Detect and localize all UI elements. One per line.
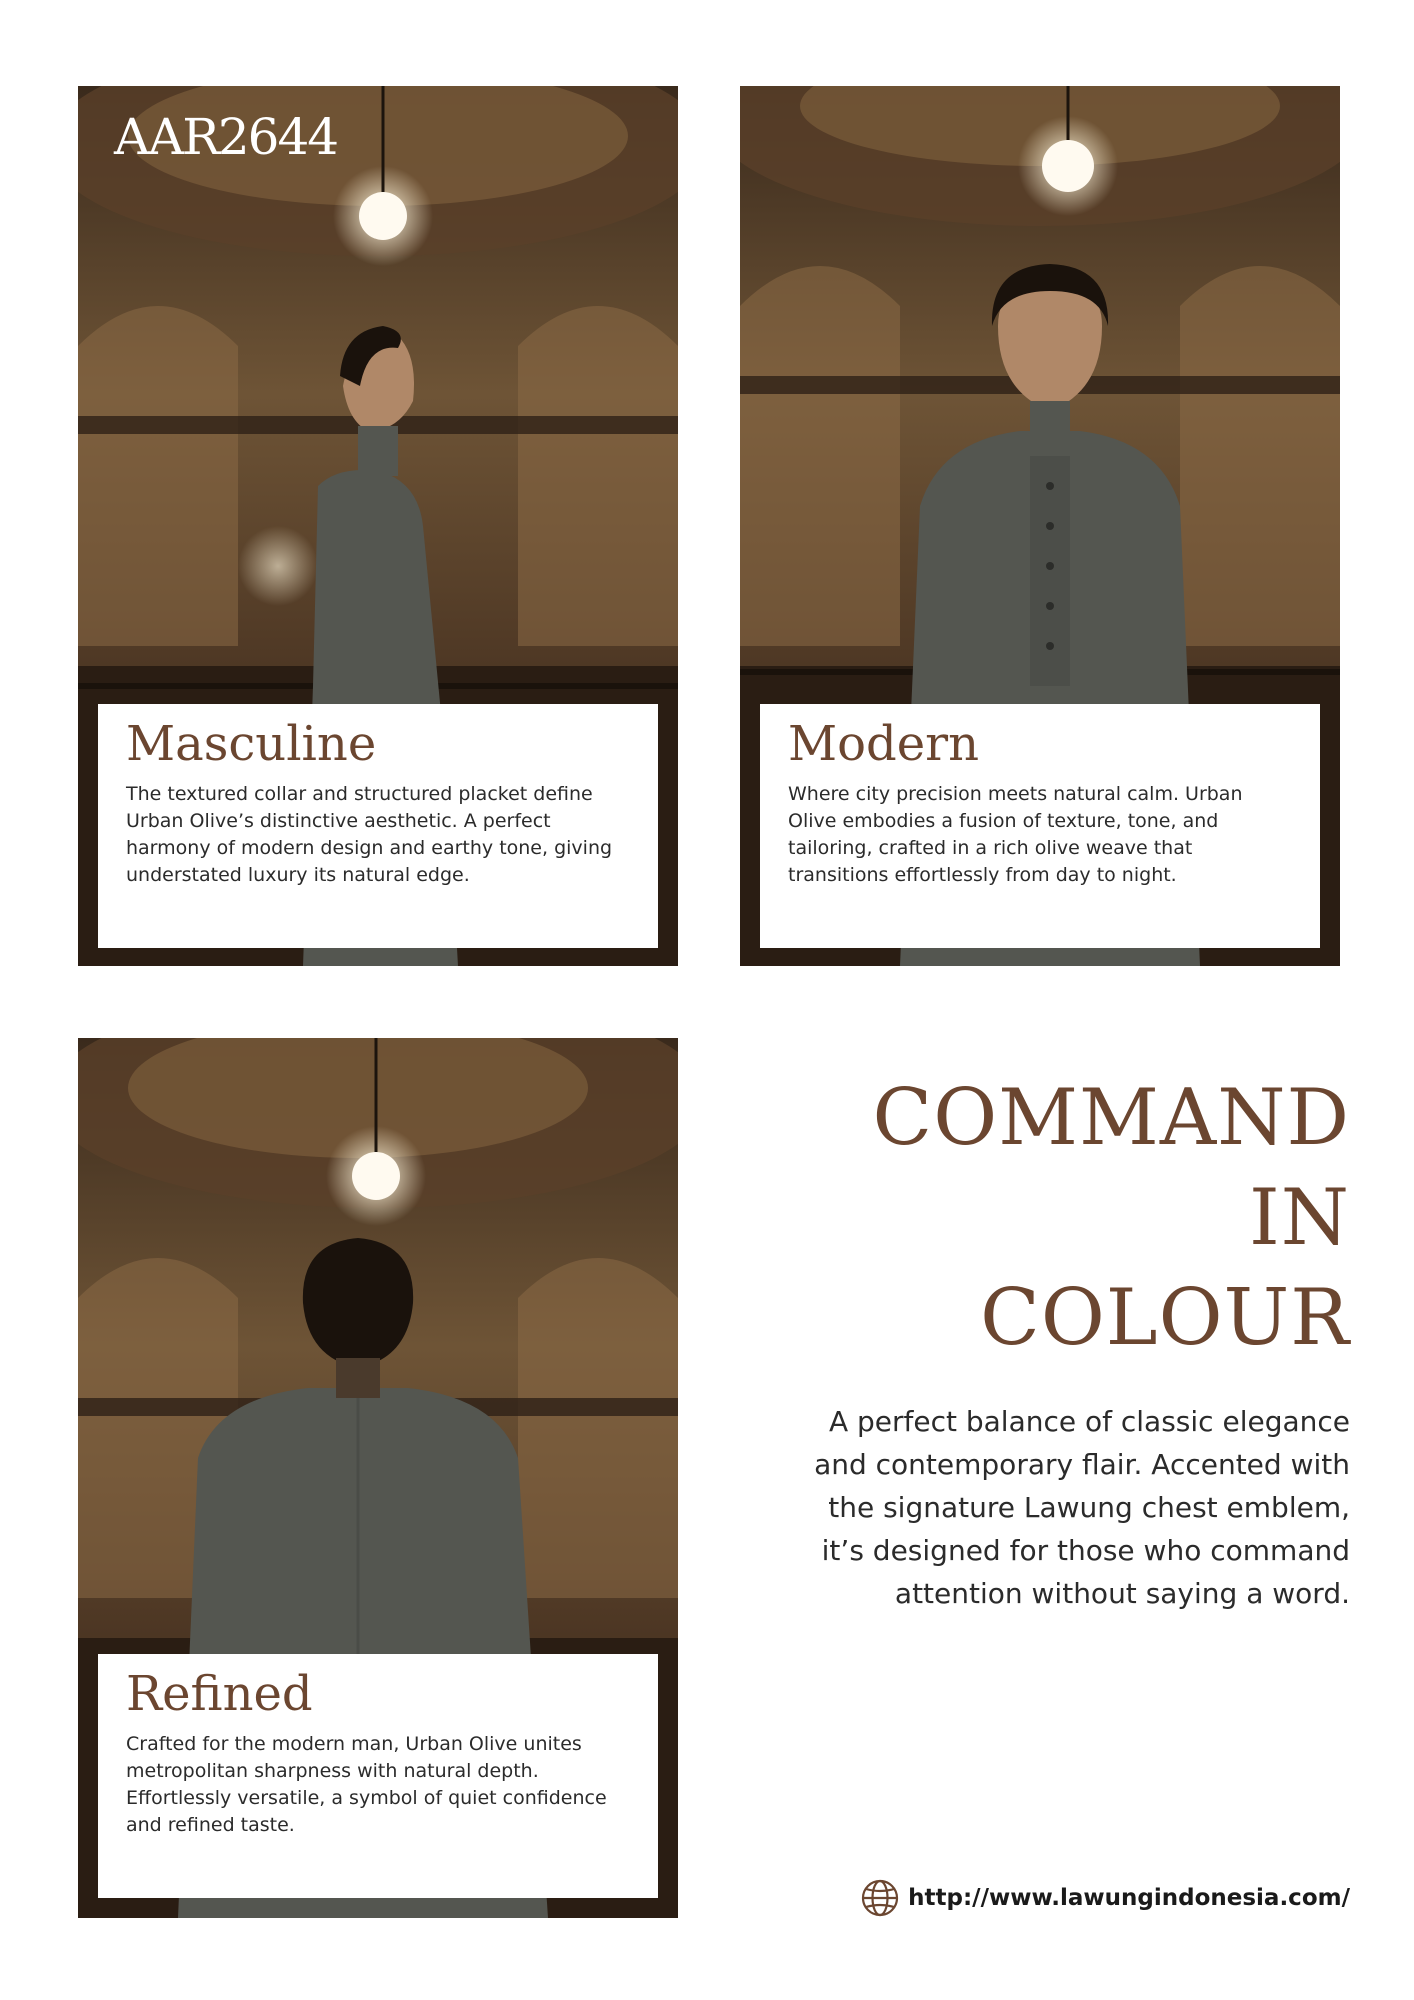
globe-icon bbox=[860, 1878, 900, 1918]
card-text: The textured collar and structured placket define Urban Olive’s distinctive aesthetic. A perfect harmony of modern design and earthy tone, giving understated luxury its natural edge. bbox=[126, 782, 613, 886]
card-title: Refined bbox=[126, 1666, 313, 1722]
headline-line-2: IN bbox=[1248, 1173, 1350, 1263]
card-text: Crafted for the modern man, Urban Olive unites metropolitan sharpness with natural depth. Effortlessly versatile, a symbol of quiet confidence and refined taste. bbox=[126, 1732, 607, 1836]
headline bbox=[873, 1068, 1350, 1368]
website-url: http://www.lawungindonesia.com/ bbox=[908, 1885, 1350, 1911]
card-masculine bbox=[98, 704, 658, 948]
card-modern bbox=[760, 704, 1320, 948]
photo-modern bbox=[740, 86, 1340, 966]
photo-masculine bbox=[78, 86, 678, 966]
card-text: Where city precision meets natural calm. Urban Olive embodies a fusion of texture, tone, and tailoring, crafted in a rich olive weave that transitions effortlessly from day to night. bbox=[788, 782, 1243, 886]
product-code: AAR2644 bbox=[114, 108, 338, 166]
headline-line-1: COMMAND bbox=[872, 1073, 1350, 1163]
card-title: Modern bbox=[788, 716, 980, 772]
card-title: Masculine bbox=[126, 716, 377, 772]
intro-paragraph: A perfect balance of classic elegance and contemporary flair. Accented with the signature Lawung chest emblem, it’s designed for those who command attention without saying a word. bbox=[814, 1405, 1350, 1610]
photo-refined bbox=[78, 1038, 678, 1918]
card-refined bbox=[98, 1654, 658, 1898]
website-link[interactable] bbox=[860, 1876, 1350, 1920]
headline-line-3: COLOUR bbox=[980, 1273, 1350, 1363]
